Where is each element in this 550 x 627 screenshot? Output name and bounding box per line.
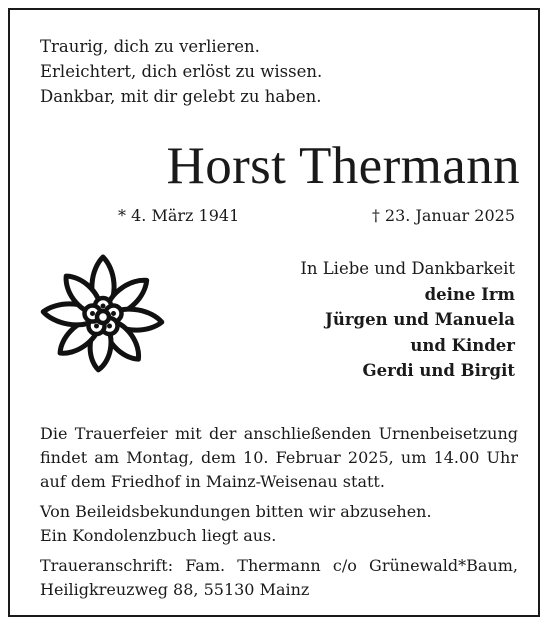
edelweiss-icon (38, 252, 168, 382)
condolence-text: Von Beileidsbekundungen bitten wir abzusehen. (40, 502, 432, 521)
poem-line: Traurig, dich zu verlieren. (40, 37, 260, 56)
deceased-name: Horst Thermann (166, 137, 520, 195)
funeral-text: auf dem Friedhof in Mainz-Weisenau statt. (40, 472, 385, 491)
funeral-text: findet am Montag, dem 10. Februar 2025, um 14.00 Uhr (40, 448, 518, 467)
family-member: und Kinder (410, 335, 515, 355)
family-member: Jürgen und Manuela (325, 310, 515, 329)
info-block (40, 422, 518, 602)
death-date: † 23. Januar 2025 (371, 206, 515, 225)
family-member: Gerdi und Birgit (362, 361, 515, 380)
poem (40, 34, 322, 109)
poem-line: Erleichtert, dich erlöst zu wissen. (40, 62, 323, 81)
address-text: Traueranschrift: Fam. Thermann c/o Grünewald*Baum, (40, 556, 518, 575)
address-text: Heiligkreuzweg 88, 55130 Mainz (40, 580, 310, 599)
family-member: deine Irm (424, 284, 515, 304)
family-block (300, 256, 515, 384)
family-intro: In Liebe und Dankbarkeit (300, 259, 515, 278)
condolence-text: Ein Kondolenzbuch liegt aus. (40, 526, 277, 545)
funeral-text: Die Trauerfeier mit der anschließenden Urnenbeisetzung (40, 424, 518, 443)
birth-date: * 4. März 1941 (118, 206, 240, 225)
poem-line: Dankbar, mit dir gelebt zu haben. (40, 87, 322, 106)
